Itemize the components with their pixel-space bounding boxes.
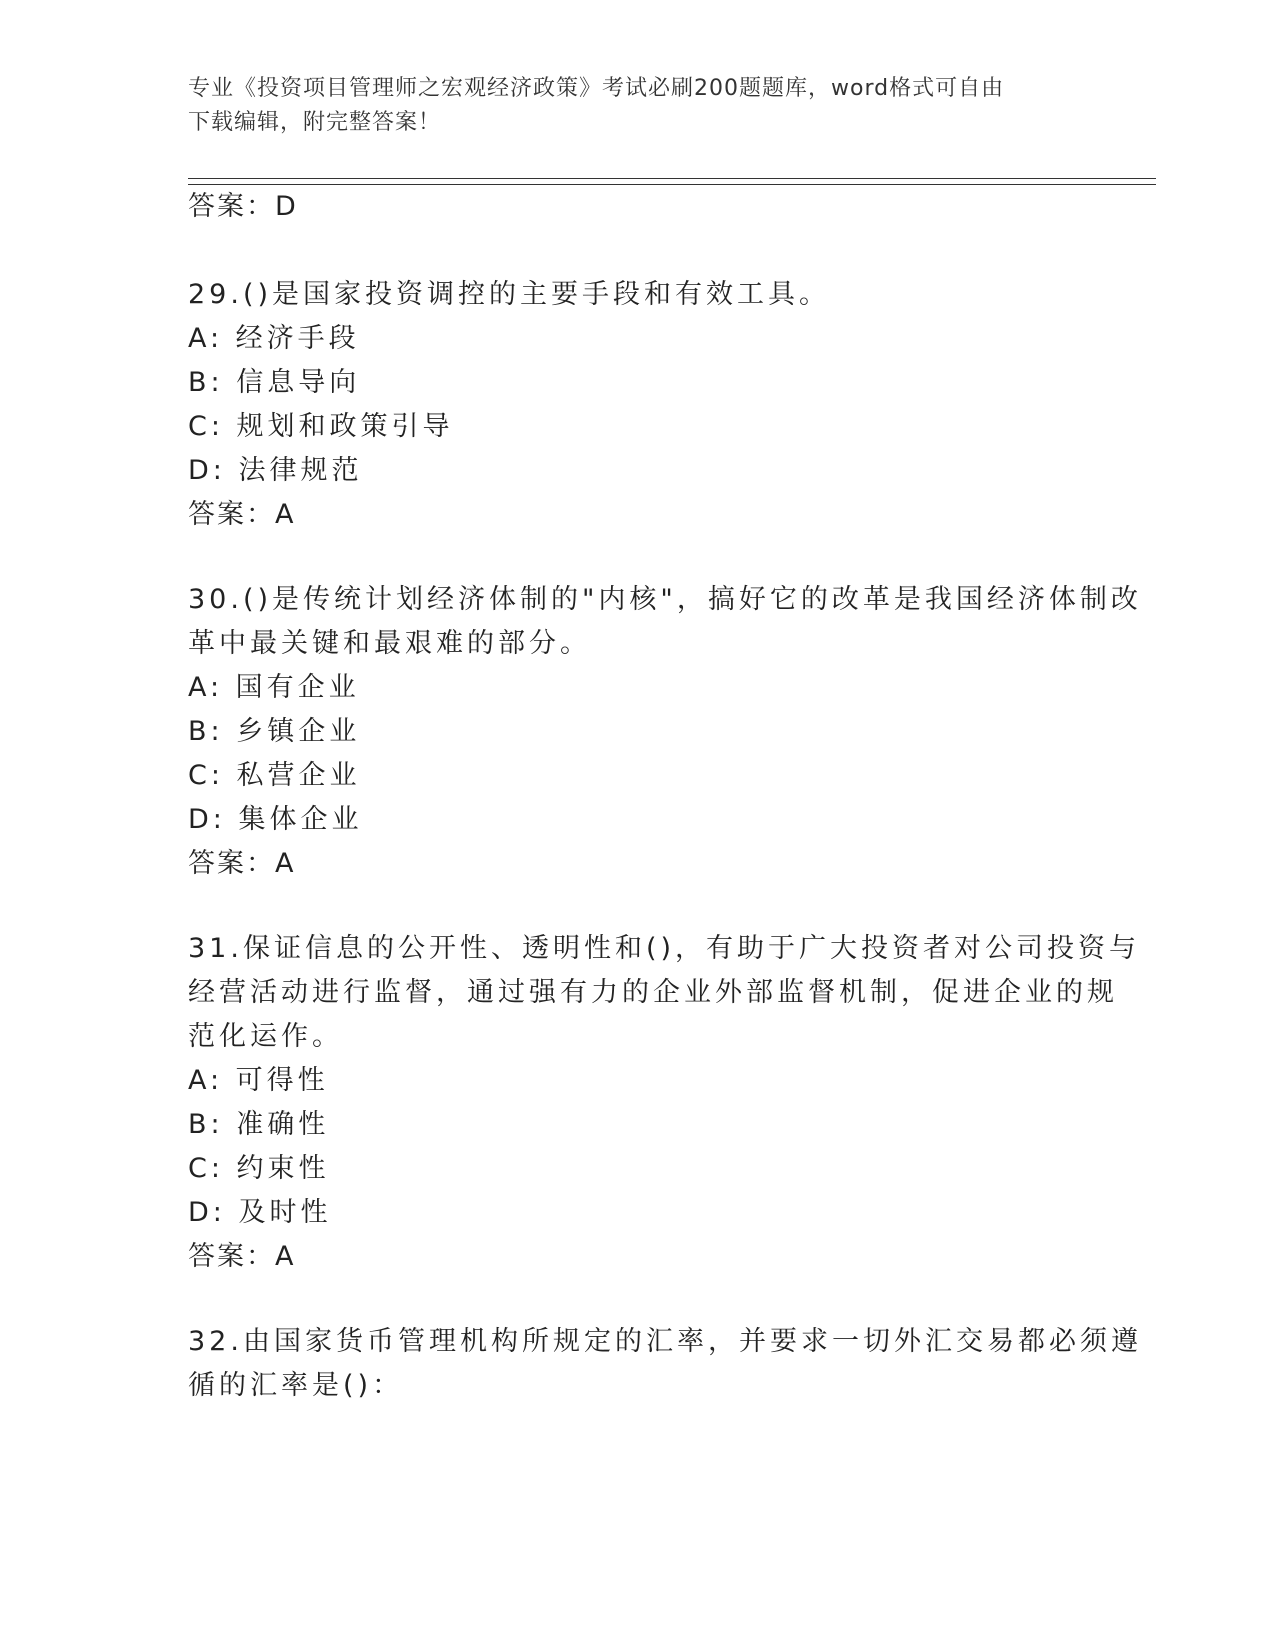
question-29-text: 29.()是国家投资调控的主要手段和有效工具。	[188, 279, 831, 310]
question-32-text-line-1: 32.由国家货币管理机构所规定的汇率，并要求一切外汇交易都必须遵	[188, 1326, 1142, 1357]
question-31-text-line-2: 经营活动进行监督，通过强有力的企业外部监督机制，促进企业的规	[188, 977, 1118, 1008]
previous-answer: 答案：D	[188, 191, 298, 222]
question-30-option-c: C: 私营企业	[188, 760, 361, 791]
question-31-option-a: A: 可得性	[188, 1065, 329, 1096]
question-29-option-b: B: 信息导向	[188, 367, 361, 398]
header-line-1: 专业《投资项目管理师之宏观经济政策》考试必刷200题题库，word格式可自由	[188, 76, 1005, 101]
question-31-text-line-1: 31.保证信息的公开性、透明性和()，有助于广大投资者对公司投资与	[188, 933, 1141, 964]
question-30-option-b: B: 乡镇企业	[188, 716, 361, 747]
question-31-text-line-3: 范化运作。	[188, 1021, 343, 1052]
question-30-option-d: D: 集体企业	[188, 804, 363, 835]
document-header	[188, 72, 1088, 140]
header-line-2: 下载编辑，附完整答案！	[188, 110, 442, 135]
question-31-answer: 答案：A	[188, 1241, 296, 1272]
question-30-option-a: A: 国有企业	[188, 672, 360, 703]
question-29-option-d: D: 法律规范	[188, 455, 363, 486]
header-divider	[188, 178, 1156, 179]
question-29-option-c: C: 规划和政策引导	[188, 411, 454, 442]
header-divider-second	[188, 184, 1156, 185]
question-30-answer: 答案：A	[188, 848, 296, 879]
question-32-text-line-2: 循的汇率是()：	[188, 1370, 404, 1401]
question-29-answer: 答案：A	[188, 499, 296, 530]
question-31-option-d: D: 及时性	[188, 1197, 332, 1228]
question-31-option-c: C: 约束性	[188, 1153, 330, 1184]
question-30-text-line-2: 革中最关键和最艰难的部分。	[188, 628, 591, 659]
question-31-option-b: B: 准确性	[188, 1109, 330, 1140]
question-29-option-a: A: 经济手段	[188, 323, 360, 354]
question-30-text-line-1: 30.()是传统计划经济体制的"内核"，搞好它的改革是我国经济体制改	[188, 584, 1142, 615]
